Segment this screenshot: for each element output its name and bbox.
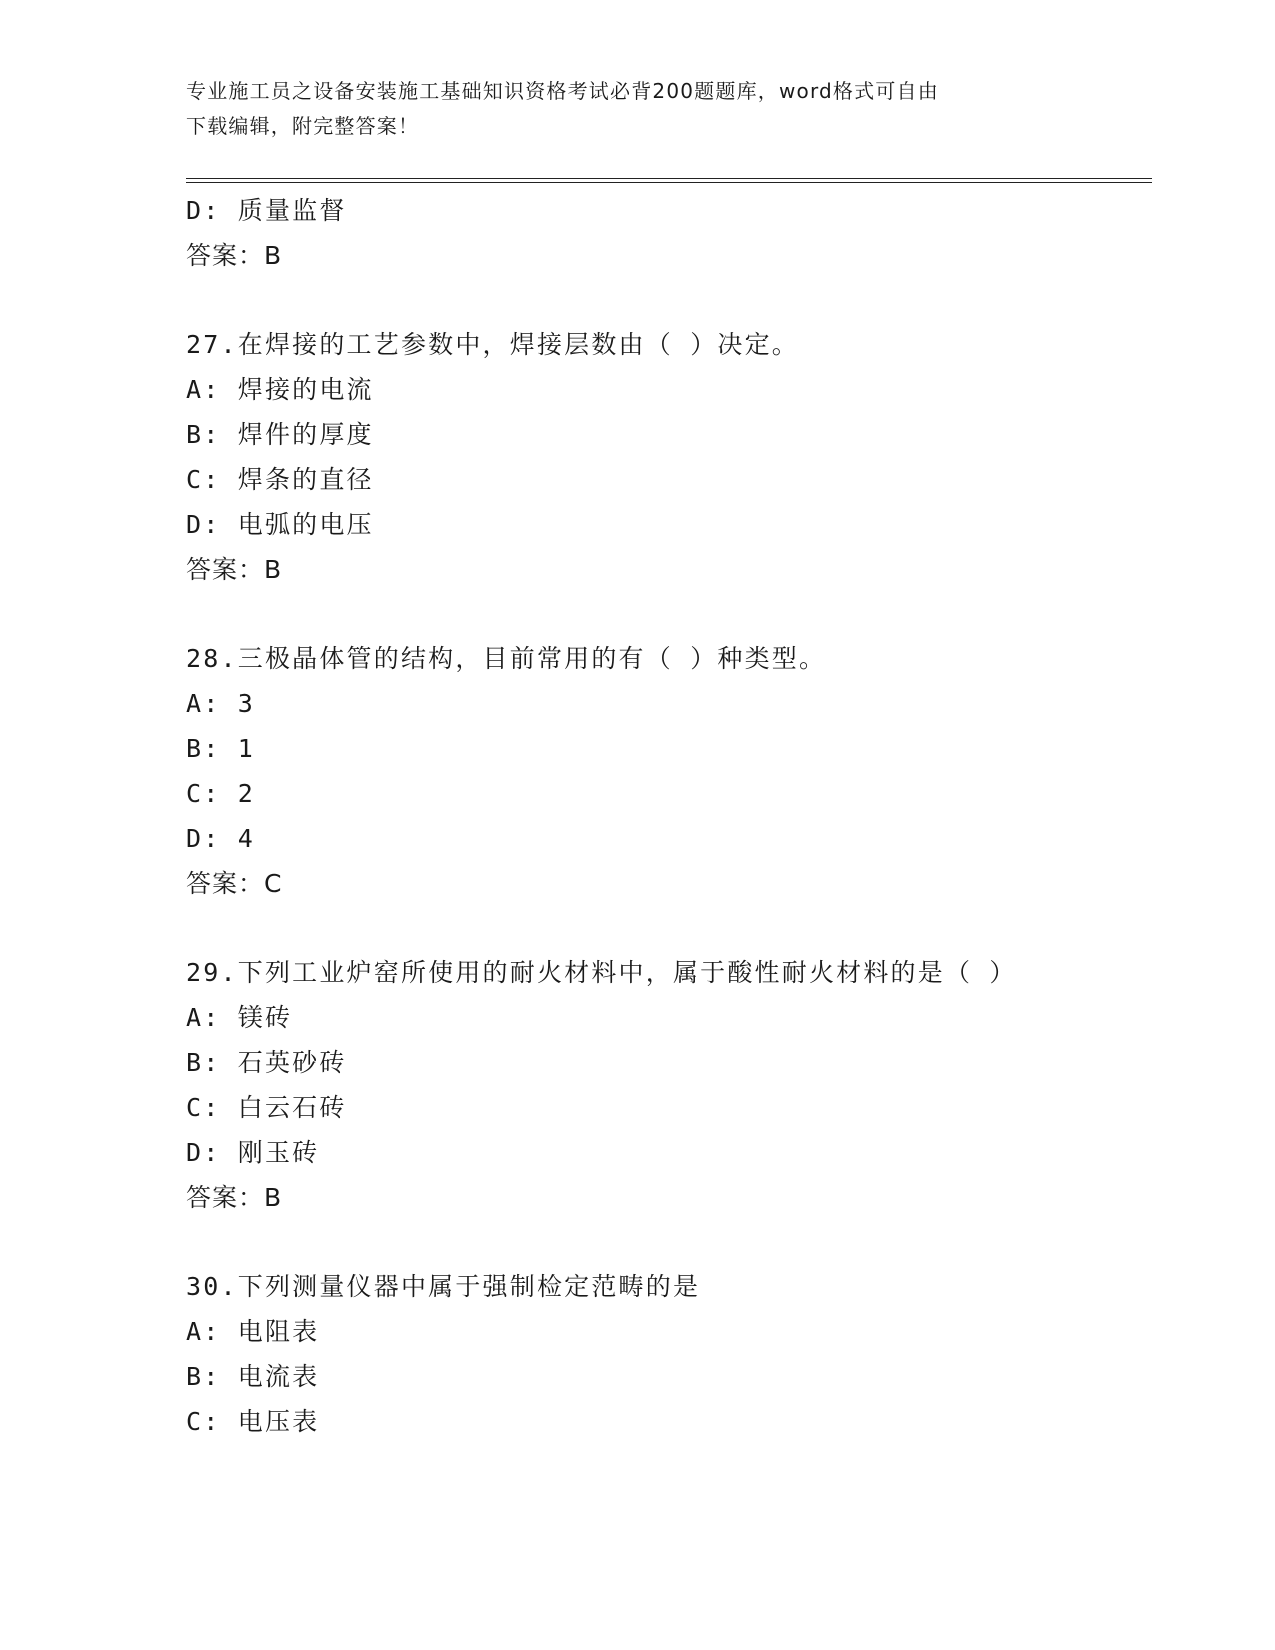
answer-line: 答案：C <box>186 869 283 898</box>
answer-line: 答案：B <box>186 241 283 270</box>
option-a: A: 3 <box>186 689 256 718</box>
option-b: B: 电流表 <box>186 1362 320 1391</box>
option-d: D: 电弧的电压 <box>186 510 374 539</box>
question-list <box>186 188 1146 1444</box>
option-b: B: 石英砂砖 <box>186 1048 347 1077</box>
option-c: C: 焊条的直径 <box>186 465 374 494</box>
header-divider-thick <box>186 182 1152 183</box>
option-b: B: 焊件的厚度 <box>186 420 374 449</box>
answer-line: 答案：B <box>186 555 283 584</box>
document-header <box>186 74 1086 144</box>
question-27 <box>186 322 1146 593</box>
question-text: 29.下列工业炉窑所使用的耐火材料中，属于酸性耐火材料的是（ ） <box>186 958 1017 987</box>
option-a: A: 镁砖 <box>186 1003 293 1032</box>
question-30 <box>186 1264 1146 1444</box>
question-28 <box>186 636 1146 907</box>
option-b: B: 1 <box>186 734 256 763</box>
option-d: D: 质量监督 <box>186 196 347 225</box>
question-text: 27.在焊接的工艺参数中，焊接层数由（ ）决定。 <box>186 330 800 359</box>
option-c: C: 电压表 <box>186 1407 320 1436</box>
question-text: 30.下列测量仪器中属于强制检定范畴的是 <box>186 1272 701 1301</box>
option-c: C: 白云石砖 <box>186 1093 347 1122</box>
answer-line: 答案：B <box>186 1183 283 1212</box>
header-line-1: 专业施工员之设备安装施工基础知识资格考试必背200题题库，word格式可自由 <box>186 79 939 103</box>
option-a: A: 电阻表 <box>186 1317 320 1346</box>
header-line-2: 下载编辑，附完整答案！ <box>186 114 420 138</box>
option-d: D: 刚玉砖 <box>186 1138 320 1167</box>
question-text: 28.三极晶体管的结构，目前常用的有（ ）种类型。 <box>186 644 827 673</box>
option-d: D: 4 <box>186 824 256 853</box>
option-c: C: 2 <box>186 779 256 808</box>
header-divider-thin <box>186 178 1152 179</box>
question-29 <box>186 950 1146 1221</box>
option-a: A: 焊接的电流 <box>186 375 374 404</box>
